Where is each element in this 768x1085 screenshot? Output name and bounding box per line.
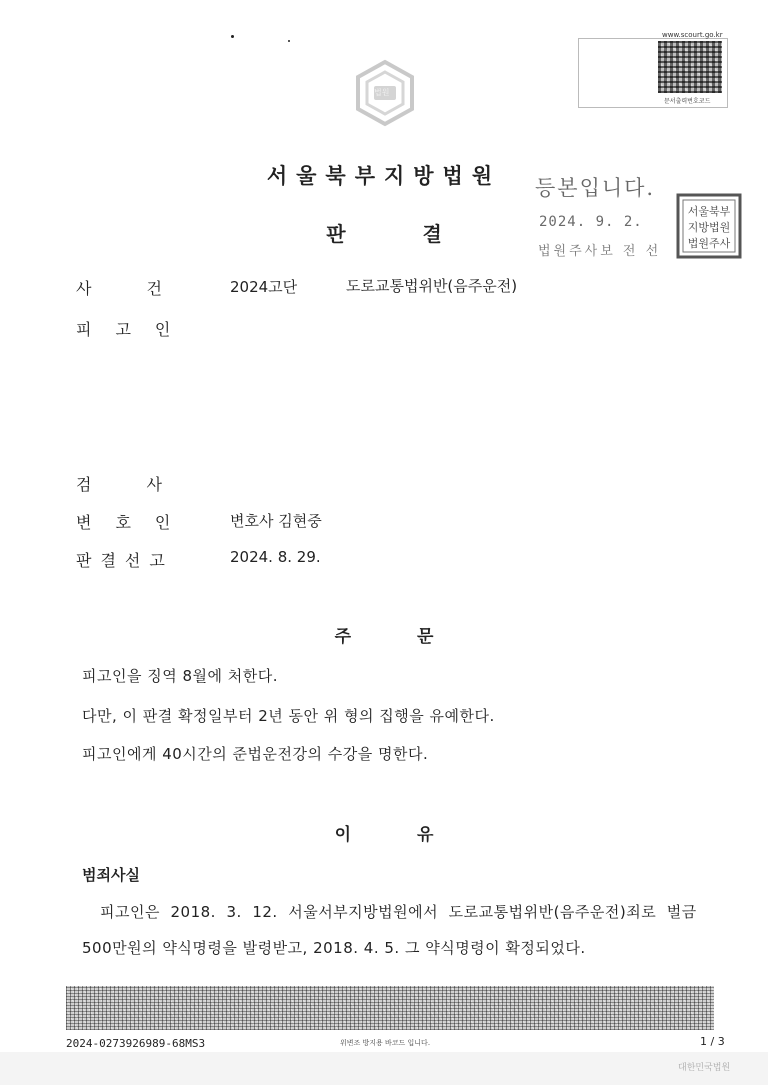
page-number: 1 / 3 [700,1035,725,1048]
certification-date: 2024. 9. 2. [539,214,643,230]
ruling-line: 다만, 이 판결 확정일부터 2년 동안 위 형의 집행을 유예한다. [82,707,495,725]
document-number: 2024-0273926989-68MS3 [66,1037,206,1050]
ruling-line: 피고인에게 40시간의 준법운전강의 수강을 명한다. [82,745,429,763]
qr-code-image [658,41,722,93]
crime-facts-subheading: 범죄사실 [82,866,140,884]
defense-counsel-label: 변호인 [76,513,195,532]
qr-url: www.scourt.go.kr [662,31,723,39]
case-title: 도로교통법위반(음주운전) [346,277,518,295]
footer-court-mark: 대한민국법원 [678,1063,731,1073]
seal-line-3: 법원주사 [687,237,731,250]
seal-line-2: 지방법원 [687,221,731,234]
ruling-line: 피고인을 징역 8월에 처한다. [82,667,279,685]
barcode-note: 위변조 방지용 바코드 입니다. [340,1039,431,1047]
document-title: 판 결 [326,222,442,246]
defendant-label: 피고인 [76,320,195,339]
court-name: 서울북부지방법원 [266,164,502,188]
defense-counsel-value: 변호사 김현중 [230,512,322,530]
case-label: 사건 [76,279,217,298]
certification-issuer: 법원주사보 전 선 [538,244,662,259]
emblem-label: 법원 [374,88,390,97]
seal-line-1: 서울북부 [687,205,731,218]
judgment-date-value: 2024. 8. 29. [230,548,321,566]
court-seal [676,193,742,259]
judgment-date-label: 판결선고 [76,551,174,570]
ruling-heading: 주 문 [334,627,434,647]
scan-speck [231,35,234,38]
anti-forgery-barcode [66,986,714,1030]
certified-copy-stamp: 등본입니다. [535,176,656,200]
crime-facts-line: 500만원의 약식명령을 발령받고, 2018. 4. 5. 그 약식명령이 확정되었다. [82,939,586,957]
reasons-heading: 이 유 [334,825,434,845]
scan-speck [288,40,290,42]
qr-caption: 문서출력번호코드 [664,98,711,105]
crime-facts-line: 피고인은 2018. 3. 12. 서울서부지방법원에서 도로교통법위반(음주운전)죄로 벌금 [100,903,697,921]
case-number: 2024고단 [230,278,298,296]
prosecutor-label: 검사 [76,475,217,494]
footer-band [0,1052,768,1085]
